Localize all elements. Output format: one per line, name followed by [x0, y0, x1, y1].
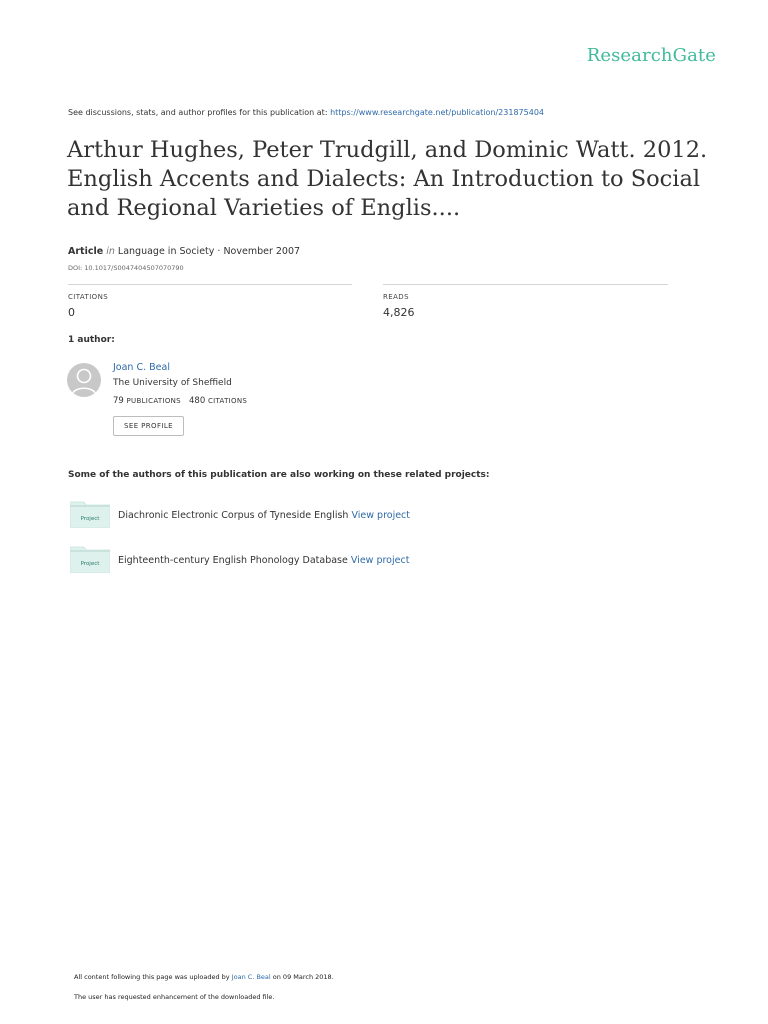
citations-value: 0: [68, 306, 75, 319]
doi-text: DOI: 10.1017/S0047404507070790: [68, 264, 184, 272]
project-item: [118, 510, 410, 521]
see-profile-button[interactable]: SEE PROFILE: [113, 416, 184, 436]
project-name: Diachronic Electronic Corpus of Tyneside English: [118, 510, 349, 521]
project-badge-text: Project: [80, 516, 100, 522]
discussion-line: [68, 108, 544, 117]
upload-prefix: All content following this page was uploaded by: [74, 973, 232, 981]
author-avatar[interactable]: [67, 363, 101, 397]
related-projects-heading: Some of the authors of this publication are also working on these related projects:: [68, 470, 490, 480]
journal-date: Language in Society · November 2007: [117, 246, 301, 257]
author-institution: The University of Sheffield: [113, 378, 232, 388]
view-project-link[interactable]: View project: [351, 510, 411, 521]
uploader-link[interactable]: Joan C. Beal: [231, 973, 271, 981]
article-in-word: in: [106, 246, 115, 257]
discussion-prefix: See discussions, stats, and author profiles for this publication at:: [68, 108, 331, 117]
publication-title: Arthur Hughes, Peter Trudgill, and Dominic Watt. 2012. English Accents and Dialects: An Introduction to Social and Regional Varieties of Englis....: [67, 137, 708, 221]
upload-suffix: on 09 March 2018.: [270, 973, 334, 981]
upload-note: [74, 973, 334, 981]
project-item: [118, 555, 409, 566]
reads-divider: [383, 284, 668, 285]
author-publications-count: 79: [113, 396, 124, 406]
publication-url-link[interactable]: https://www.researchgate.net/publication/231875404: [330, 108, 544, 117]
citations-label: CITATIONS: [68, 293, 109, 301]
author-name-link[interactable]: Joan C. Beal: [113, 362, 170, 373]
project-folder-icon: [70, 545, 110, 573]
reads-label: READS: [383, 293, 409, 301]
citations-divider: [68, 284, 352, 285]
authors-heading: 1 author:: [68, 335, 115, 345]
author-citations-label: CITATIONS: [207, 397, 248, 405]
project-folder-icon: [70, 500, 110, 528]
request-note: The user has requested enhancement of the downloaded file.: [74, 993, 275, 1001]
reads-value: 4,826: [383, 306, 415, 319]
researchgate-logo[interactable]: ResearchGate: [586, 45, 716, 66]
article-type: Article: [68, 246, 104, 257]
person-silhouette-icon: [67, 363, 101, 397]
project-name: Eighteenth-century English Phonology Database: [118, 555, 348, 566]
view-project-link[interactable]: View project: [350, 555, 410, 566]
author-publications-label: PUBLICATIONS: [126, 397, 181, 405]
author-stats: [113, 396, 247, 406]
article-meta: [68, 246, 300, 257]
author-citations-count: 480: [189, 396, 206, 406]
project-badge-text: Project: [80, 561, 100, 567]
